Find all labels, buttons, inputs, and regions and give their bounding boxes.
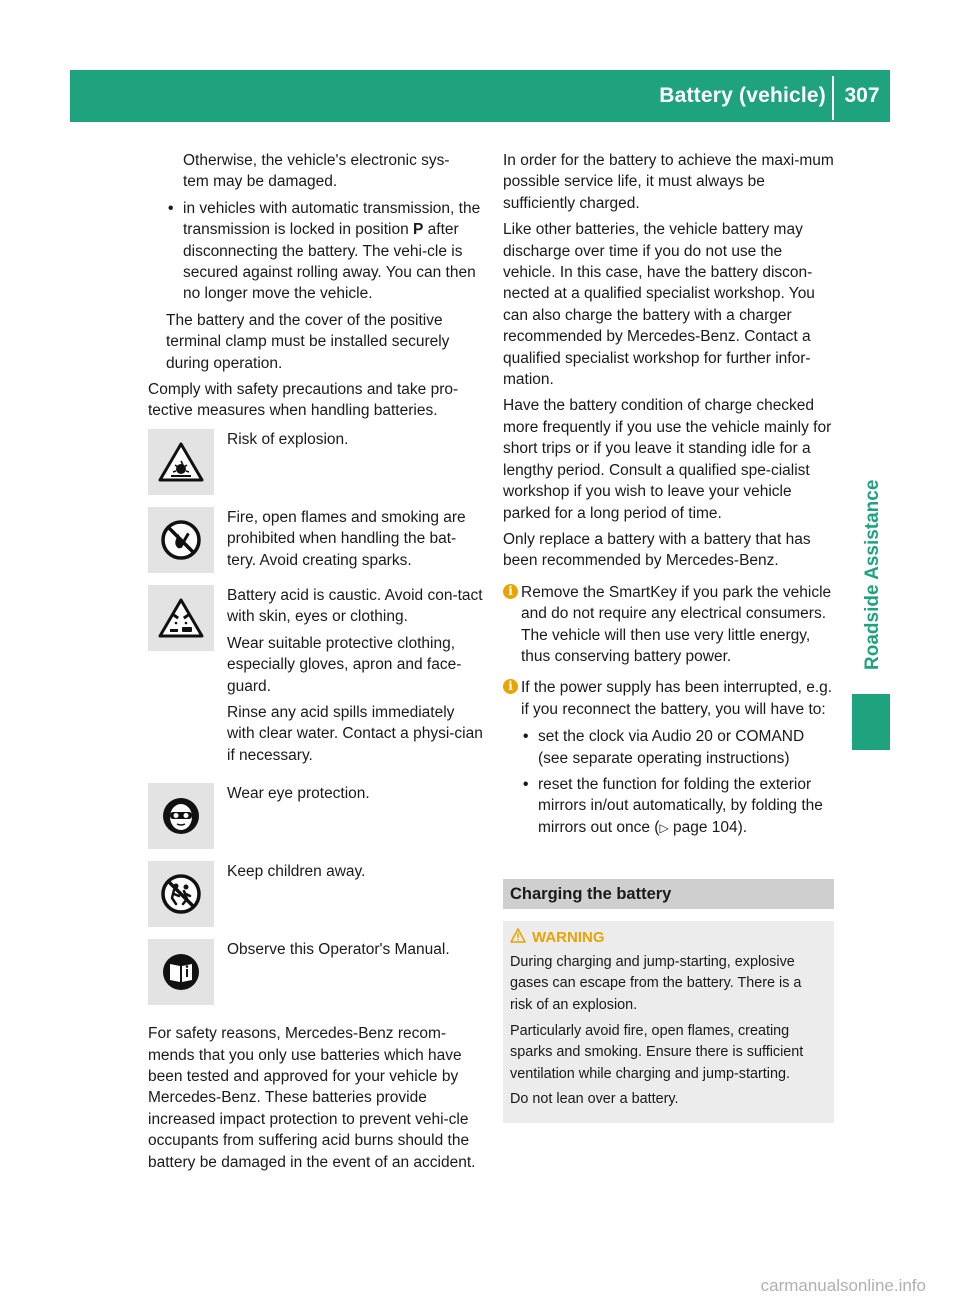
symbol-row-acid (148, 585, 483, 771)
paragraph-discharge: Like other batteries, the vehicle battery may discharge over time if you do not use the vehicle. In this case, have the battery discon-nected at a qualified specialist workshop. You can also charge the battery with a charger recommended by Mercedes-Benz. Contact a qualified specialist workshop for further infor-mation. (503, 221, 815, 389)
acid-text-3: Rinse any acid spills immediately with clear water. Contact a physi-cian if necessary. (227, 703, 483, 764)
footer-watermark-url: carmanualsonline.info (760, 1276, 926, 1295)
keep-children-away-icon (148, 861, 214, 927)
symbol-row-eye-protection (148, 783, 483, 849)
symbol-row-keep-children-away (148, 861, 483, 927)
cover-note: The battery and the cover of the positive terminal clamp must be installed securely during operation. (166, 311, 450, 372)
comply-text: Comply with safety precautions and take pro-tective measures when handling batteries. (148, 381, 459, 420)
symbol-text-manual: Observe this Operator's Manual. (227, 941, 450, 959)
info-text-power-supply: If the power supply has been interrupted, e.g. if you reconnect the battery, you will have to: (521, 679, 833, 718)
bullet-text-post: after disconnecting the battery. The vehi-cle is secured against rolling away. You can then no longer move the vehicle. (183, 221, 476, 303)
continuation-line-2: tem may be damaged. (183, 173, 338, 191)
list-item-automatic-transmission (148, 198, 483, 305)
symbol-text-eye-protection: Wear eye protection. (227, 785, 370, 803)
side-tab-marker (852, 694, 890, 750)
page-number: 307 (844, 84, 880, 107)
continuation-line-1: Otherwise, the vehicle's electronic sys- (183, 152, 450, 169)
side-tab-label: Roadside Assistance (862, 479, 883, 670)
info-note-power-supply (503, 677, 834, 720)
acid-icon (148, 585, 214, 651)
no-fire-icon (148, 507, 214, 573)
warning-text-2: Particularly avoid fire, open flames, creating sparks and smoking. Ensure there is sufficient ventilation while charging and jump-starting. (510, 1022, 804, 1082)
page-reference-arrow-icon: ▷ (659, 820, 669, 835)
warning-box (503, 921, 834, 1123)
mirrors-text-post[interactable]: page 104). (668, 818, 748, 836)
header-title: Battery (vehicle) (659, 84, 826, 107)
eye-protection-icon (148, 783, 214, 849)
symbol-text-acid (227, 585, 483, 771)
left-column (148, 150, 483, 1178)
warning-text-1: During charging and jump-starting, explosive gases can escape from the battery. There is a risk of an explosion. (510, 953, 802, 1013)
info-text-smartkey: Remove the SmartKey if you park the vehicle and do not require any electrical consumers. The vehicle will then use very little energy, thus conserving battery power. (521, 583, 832, 665)
bullet-text-pre: in vehicles with automatic transmission, the transmission is locked in position (183, 199, 481, 239)
explosion-icon (148, 429, 214, 495)
symbol-row-manual (148, 939, 483, 1005)
warning-triangle-icon (510, 928, 526, 950)
right-column (503, 150, 834, 1123)
symbol-text-explosion: Risk of explosion. (227, 430, 349, 448)
acid-text-2: Wear suitable protective clothing, especially gloves, apron and face-guard. (227, 634, 462, 695)
info-note-smartkey (503, 582, 834, 668)
section-heading-charging: Charging the battery (503, 879, 834, 909)
list-item-set-clock: • set the clock via Audio 20 or COMAND (see separate operating instructions) (503, 726, 834, 769)
safety-reasons-text: For safety reasons, Mercedes-Benz recom-mends that you only use batteries which have been tested and approved for your vehicle by Mercedes-Benz. These batteries provide increased impact protection to prevent vehi-cle occupants from suffering acid burns should the battery be damaged in the event of an accident. (148, 1025, 476, 1171)
continuation-text (148, 150, 483, 193)
warning-text-3: Do not lean over a battery. (510, 1091, 679, 1108)
info-icon: i (503, 679, 518, 694)
symbol-text-no-fire: Fire, open flames and smoking are prohibited when handling the bat-tery. Avoid creating sparks. (227, 508, 466, 569)
position-p: P (413, 221, 424, 239)
mirrors-text-pre: reset the function for folding the exterior mirrors in/out automatically, by folding the mirrors out once ( (538, 775, 823, 836)
info-icon: i (503, 584, 518, 599)
warning-header (510, 927, 827, 949)
acid-text-1: Battery acid is caustic. Avoid con-tact with skin, eyes or clothing. (227, 586, 483, 626)
paragraph-service-life: In order for the battery to achieve the maxi-mum possible service life, it must always be sufficiently charged. (503, 152, 834, 212)
warning-label: WARNING (532, 929, 605, 947)
symbol-row-explosion (148, 429, 483, 495)
symbol-text-keep-children-away: Keep children away. (227, 863, 366, 881)
page-header (70, 70, 890, 122)
list-item-reset-mirrors (503, 774, 834, 839)
manual-icon (148, 939, 214, 1005)
paragraph-replace: Only replace a battery with a battery that has been recommended by Mercedes-Benz. (503, 530, 811, 570)
symbol-row-no-fire (148, 507, 483, 573)
paragraph-charge-check: Have the battery condition of charge checked more frequently if you use the vehicle mainly for short trips or if you leave it standing idle for a lengthy period. Consult a qualified spe-cialist workshop if you wish to leave your vehicle parked for a long period of time. (503, 397, 832, 522)
